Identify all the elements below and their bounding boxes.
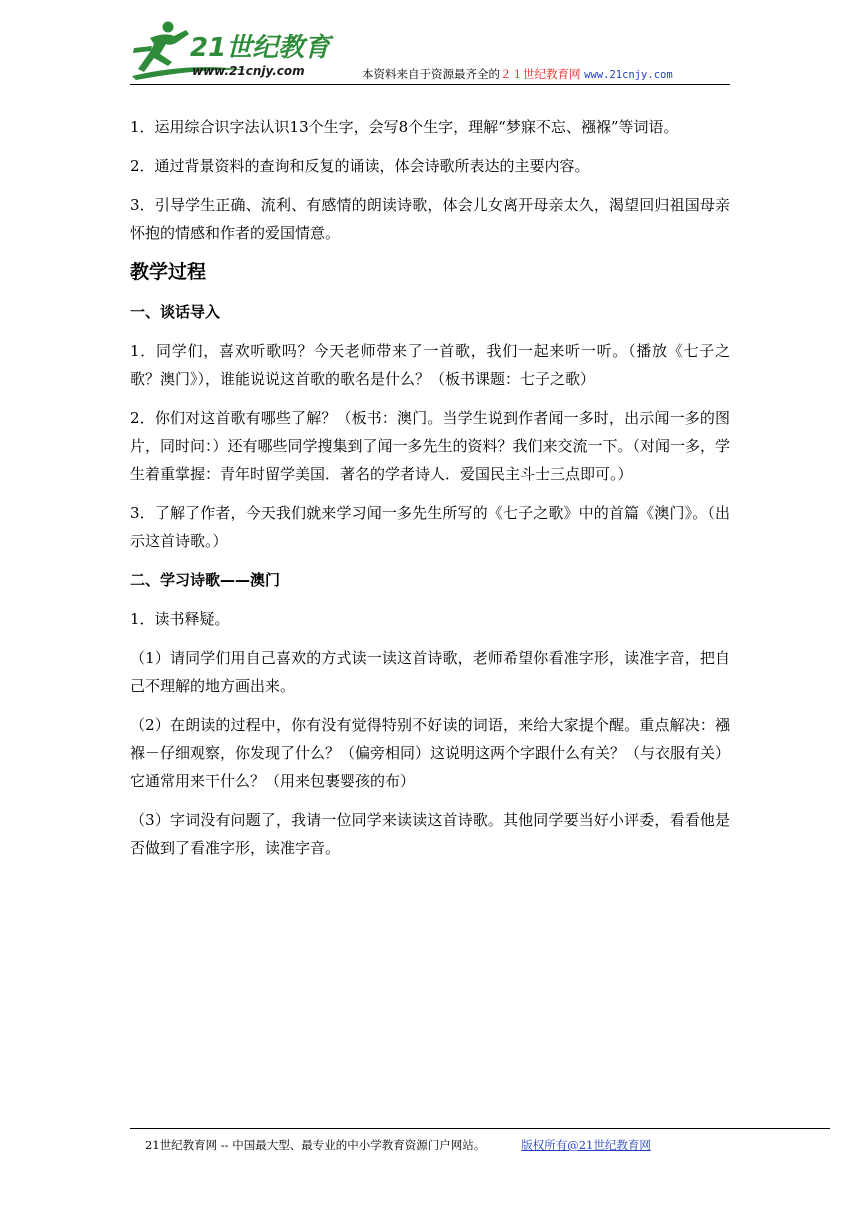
section-title: 教学过程	[130, 261, 207, 283]
goal-3: 3．引导学生正确、流利、有感情的朗读诗歌，体会儿女离开母亲太久，渴望回归祖国母亲怀抱的情感和作者的爱国情意。	[130, 196, 730, 242]
svg-text:www.21cnjy.com: www.21cnjy.com	[192, 64, 305, 78]
header-note-url[interactable]: www.21cnjy.com	[584, 69, 673, 81]
part2-paragraph-2: （1）请同学们用自己喜欢的方式读一读这首诗歌，老师希望你看准字形，读准字音，把自己不理解的地方画出来。	[130, 649, 730, 695]
part1-paragraph-3: 3．了解了作者，今天我们就来学习闻一多先生所写的《七子之歌》中的首篇《澳门》。（出示这首诗歌。）	[130, 504, 730, 550]
svg-text:21世纪教育: 21世纪教育	[190, 33, 331, 63]
page-footer	[145, 1137, 651, 1153]
part1-paragraph-1: 1．同学们，喜欢听歌吗？今天老师带来了一首歌，我们一起来听一听。（播放《七子之歌？澳门》），谁能说说这首歌的歌名是什么？（板书课题：七子之歌）	[130, 342, 730, 388]
footer-divider	[130, 1128, 830, 1129]
part2-paragraph-3: （2）在朗读的过程中，你有没有觉得特别不好读的词语，来给大家提个醒。重点解决：襁褓－仔细观察，你发现了什么？（偏旁相同）这说明这两个字跟什么有关？（与衣服有关）它通常用来干什么？（用来包裹婴孩的布）	[130, 716, 731, 790]
copyright-link[interactable]: 版权所有@21世纪教育网	[521, 1138, 651, 1152]
header-source-note	[362, 66, 673, 82]
goal-2: 2．通过背景资料的查询和反复的诵读，体会诗歌所表达的主要内容。	[130, 157, 590, 175]
part2-paragraph-4: （3）字词没有问题了，我请一位同学来读读这首诗歌。其他同学要当好小评委，看看他是否做到了看准字形，读准字音。	[130, 811, 730, 857]
part2-paragraph-1: 1．读书释疑。	[130, 610, 230, 628]
header-divider	[130, 84, 730, 85]
goal-1: 1．运用综合识字法认识13个生字，会写8个生字，理解“梦寐不忘、襁褓”等词语。	[130, 118, 679, 136]
part1-heading: 一、谈话导入	[130, 303, 221, 321]
header-note-prefix: 本资料来自于资源最齐全的	[362, 67, 500, 81]
header-note-site[interactable]: ２１世纪教育网	[500, 67, 581, 81]
document-body	[130, 113, 730, 873]
runner-logo-icon	[130, 18, 340, 82]
site-logo[interactable]	[130, 18, 340, 82]
page-header	[130, 18, 730, 90]
part1-paragraph-2: 2．你们对这首歌有哪些了解？（板书：澳门。当学生说到作者闻一多时，出示闻一多的图片，同时问：）还有哪些同学搜集到了闻一多先生的资料？我们来交流一下。（对闻一多，学生着重掌握：青年时留学美国．著名的学者诗人．爱国民主斗士三点即可。）	[130, 409, 731, 483]
footer-text: 21世纪教育网 -- 中国最大型、最专业的中小学教育资源门户网站。	[145, 1138, 486, 1152]
part2-heading: 二、学习诗歌——澳门	[130, 571, 281, 589]
